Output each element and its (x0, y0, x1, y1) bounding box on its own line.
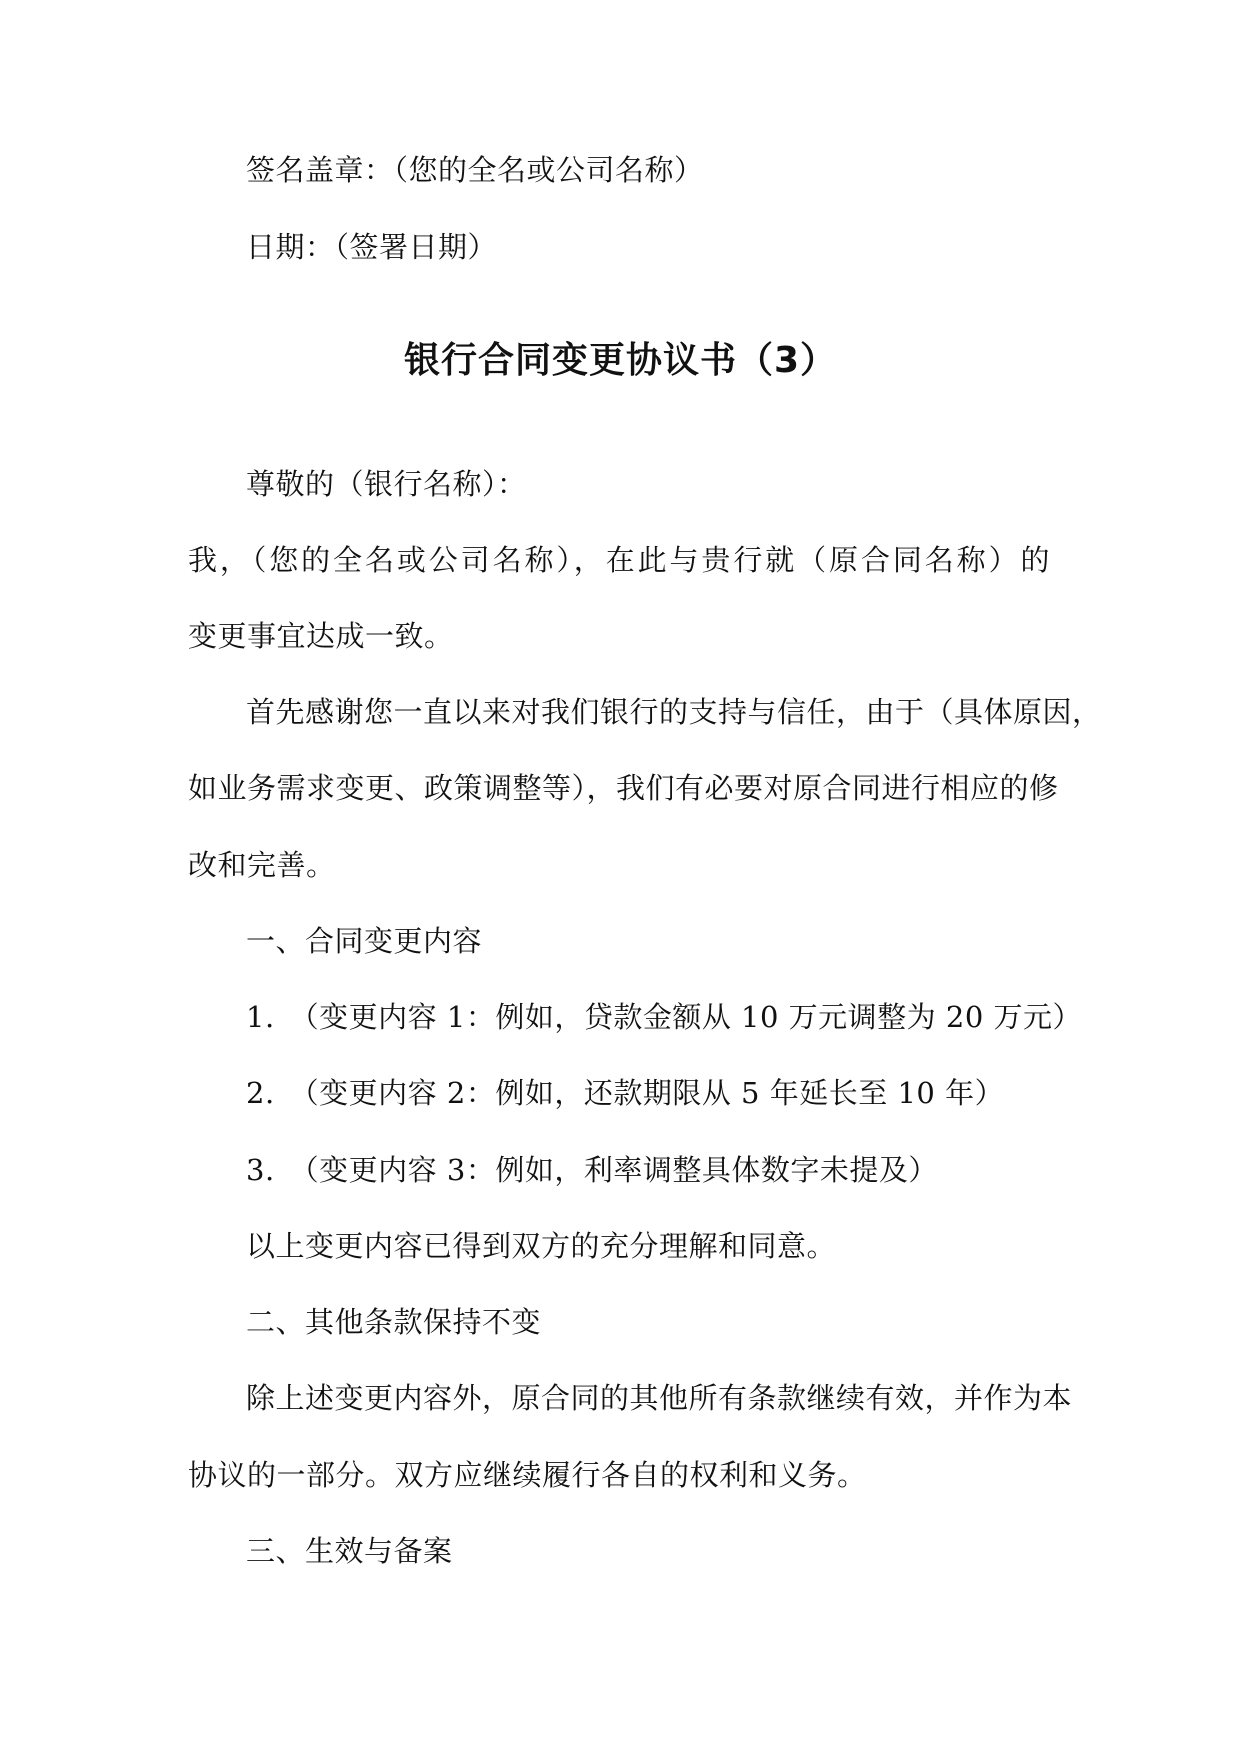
section-2-heading: 二、其他条款保持不变 (246, 1305, 542, 1339)
paragraph-2-line-3: 改和完善。 (188, 848, 336, 882)
signature-line: 签名盖章：（您的全名或公司名称） (246, 153, 704, 187)
paragraph-1-line-1: 我，（您的全名或公司名称），在此与贵行就（原合同名称）的 (188, 543, 1050, 577)
change-item-3: 3. （变更内容 3：例如，利率调整具体数字未提及） (246, 1153, 938, 1187)
paragraph-3-line-2: 协议的一部分。双方应继续履行各自的权利和义务。 (188, 1458, 867, 1492)
change-item-2: 2. （变更内容 2：例如，还款期限从 5 年延长至 10 年） (246, 1076, 1005, 1110)
date-line: 日期：（签署日期） (246, 230, 498, 264)
paragraph-3-line-1: 除上述变更内容外，原合同的其他所有条款继续有效，并作为本 (246, 1381, 1073, 1415)
paragraph-1-line-2: 变更事宜达成一致。 (188, 619, 454, 653)
document-title: 银行合同变更协议书（3） (403, 340, 838, 381)
paragraph-2-line-2: 如业务需求变更、政策调整等），我们有必要对原合同进行相应的修 (188, 771, 1059, 805)
change-item-1: 1. （变更内容 1：例如，贷款金额从 10 万元调整为 20 万元） (246, 1000, 1083, 1034)
section-1-heading: 一、合同变更内容 (246, 924, 483, 958)
paragraph-2-line-1: 首先感谢您一直以来对我们银行的支持与信任，由于（具体原因， (246, 695, 1102, 729)
agreement-line: 以上变更内容已得到双方的充分理解和同意。 (246, 1229, 837, 1263)
salutation: 尊敬的（银行名称）： (246, 467, 527, 501)
section-3-heading: 三、生效与备案 (246, 1534, 453, 1568)
